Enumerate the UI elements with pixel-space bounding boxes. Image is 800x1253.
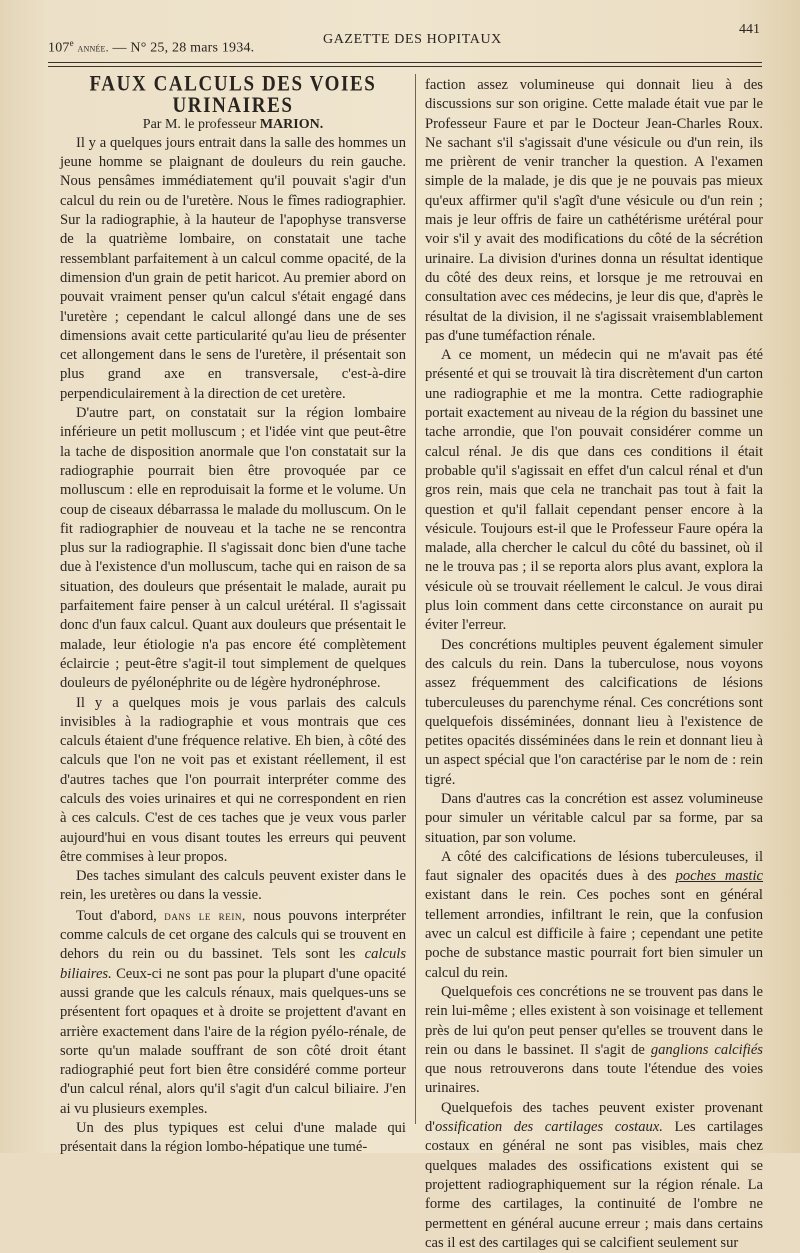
article-title: FAUX CALCULS DES VOIES URINAIRES — [89, 71, 377, 119]
text-run: Les cartilages costaux en général ne sont pas visibles, mais chez quelques malades des ossifications existent qui se projettent radiographiquement sur la région rénale. La forme des cartilages, la continuité de l'ombre ne permettent en général aucune erreur ; mais dans certains cas il est des cartilages qui se calcifient seulement sur — [425, 1119, 763, 1251]
header-rule-thick — [48, 62, 762, 63]
right-column — [425, 76, 763, 1253]
paragraph: Un des plus typiques est celui d'une malade qui présentait dans la région lombo-hépatique une tumé- — [60, 1120, 406, 1156]
left-column — [60, 71, 406, 1158]
paragraph: Des taches simulant des calculs peuvent exister dans le rein, les uretères ou dans la vessie. — [60, 868, 406, 904]
issue-word: année. — [77, 40, 109, 55]
author-name: MARION. — [259, 116, 324, 132]
column-divider — [415, 74, 416, 1124]
page-header — [48, 22, 760, 56]
text-run-italic: calculs biliaires. — [60, 946, 406, 982]
paragraph: D'autre part, on constatait sur la région lombaire inférieure un petit molluscum ; et l'idée vint que peut-être la tache de disposition anormale que l'on constatait sur la radiographie pourrait bien être provoquée par ce molluscum : elle en reproduisait la forme et le volume. Un coup de ciseaux débarrassa le malade du molluscum. On le fit radiographier de nouveau et la tache ne se rencontra plus sur la radiographie. Il s'agissait donc bien d'une tache due à l'existence d'un molluscum, tache qui en raison de sa situation, des douleurs que présentait le malade, aurait pu parfaitement faire penser à un calcul urétéral. Il s'agissait donc d'un faux calcul. Quant aux douleurs que présentait le malade, leur étiologie n'a pas encore été complètement éclaircie ; peut-être s'agit-il tout simplement de quelques douleurs de pyélonéphrite ou de légère hydronéphrose. — [60, 405, 406, 692]
text-run: Tout d'abord, — [76, 907, 165, 924]
text-run: A côté des calcifications de lésions tuberculeuses, il faut signaler des opacités dues à des — [425, 848, 763, 885]
text-run-italic: ganglions calcifiés — [650, 1041, 763, 1058]
paragraph-continued: faction assez volumineuse qui donnait lieu à des discussions sur son origine. Cette malade était vue par le Professeur Faure et par le Docteur Jean-Charles Roux. Ne sachant s'il s'agissait d'une vésicule ou d'un rein, ils me prièrent de venir trancher la question. A l'examen simple de la malade, je dis que je ne pouvais pas mieux qu'eux affirmer qu'il s'agît d'une vésicule ou d'un rein ; mais je leur offris de faire un cathétérisme urétéral pour voir s'il y avait des modifications du côté de la sécrétion urinaire. La division d'urines donna un résultat identique du côté des deux reins, et lorsque je me retrouvai en consultation avec ces médecins, je leur dis que, d'après le résultat de la division, il ne s'agissait vraisemblablement pas d'une tuméfaction rénale. — [425, 77, 763, 344]
issue-date: — N° 25, 28 mars 1934. — [108, 40, 255, 56]
paragraph: Des concrétions multiples peuvent également simuler des calculs du rein. Dans la tuberculose, nous voyons assez fréquemment des calcifications de lésions tuberculeuses du parenchyme rénal. Ces concrétions sont quelquefois disséminées, donnant lieu à l'existence de petites opacités disséminées dans le rein et donnant lieu à un aspect spécial que l'on caractérise par le nom de : rein tigré. — [425, 636, 763, 788]
journal-name: GAZETTE DES HOPITAUX — [323, 32, 502, 47]
text-run: existant dans le rein. Ces poches sont en général tellement arrondies, infiltrant le rein, que la confusion avec un calcul est difficile à faire ; cependant une petite poche de substance mastic pourrait fort bien simuler un calcul du rein. — [425, 887, 763, 981]
paragraph: Il y a quelques jours entrait dans la salle des hommes un jeune homme se plaignant de douleurs du rein gauche. Nous pensâmes immédiatement qu'il pouvait s'agir d'un calcul du rein ou de l'uretère. Nous le fîmes radiographier. Sur la radiographie, à la hauteur de l'apophyse transverse de la quatrième lombaire, on constatait une tache ressemblant parfaitement à un calcul comme opacité, de la dimension d'un grain de petit haricot. Au premier abord on pouvait vraiment penser qu'un calcul s'était engagé dans l'uretère ; cependant le calcul allongé dans une de ses dimensions avait cette particularité qu'au lieu de présenter cet allongement dans le sens de l'uretère, il présentait son plus grand axe en transversale, c'est-à-dire perpendiculairement à la direction de cet uretère. — [60, 134, 406, 402]
header-rule-thin — [48, 66, 762, 67]
issue-number: 107 — [48, 40, 70, 56]
author-prefix: Par M. le professeur — [142, 116, 260, 132]
page-number: 441 — [739, 22, 760, 37]
text-run: Quelquefois des taches peuvent exister provenant d' — [425, 1099, 763, 1136]
paragraph — [425, 983, 763, 1099]
issue-sup: e — [69, 38, 74, 48]
text-run-smallcaps: dans le rein, — [164, 907, 246, 923]
text-run: nous pouvons interpréter comme calculs de cet organe des calculs qui se trouvent en dehors du rein ou du bassinet. Tels sont les — [60, 907, 406, 963]
issue-line — [48, 38, 254, 57]
paragraph: Dans d'autres cas la concrétion est assez volumineuse pour simuler un véritable calcul par sa forme, par sa situation, par son volume. — [425, 790, 763, 846]
text-run-italic: poches mastic — [675, 868, 764, 885]
paragraph — [60, 906, 406, 1119]
text-run: Quelquefois ces concrétions ne se trouvent pas dans le rein lui-même ; elles existent à son voisinage et tellement près de lui qu'on peut penser qu'elles se trouvent dans le rein ou dans le bassinet. Il s'agit de — [425, 983, 763, 1058]
text-run-italic: ossification des cartilages costaux. — [434, 1119, 663, 1136]
text-run: que nous retrouverons dans toute l'étendue des voies urinaires. — [425, 1061, 763, 1097]
paragraph: Il y a quelques mois je vous parlais des calculs invisibles à la radiographie et vous montrais que ces calculs étaient d'une fréquence relative. Eh bien, à côté des calculs que l'on ne voit pas et existant réellement, il est d'autres taches que l'on pourrait interpréter comme des calculs des voies urinaires et qui ne correspondent en rien à ces calculs. C'est de ces taches que je veux vous parler aujourd'hui en vous disant toutes les erreurs qui peuvent être commises à leur propos. — [60, 694, 406, 865]
paragraph — [425, 848, 763, 983]
paragraph: A ce moment, un médecin qui ne m'avait pas été présenté et qui se trouvait là tira discrètement d'un carton une radiographie et me la montra. Cette radiographie portait exactement au niveau de la région du bassinet une tache arrondie, que l'on pouvait considérer comme un calcul rénal. Je dis que dans ces conditions il était probable qu'il s'agissait en effet d'un calcul rénal et d'un gros rein, mais que cela ne tranchait pas tout à fait la question et qu'il fallait cependant penser encore à la vésicule. Toujours est-il que le Professeur Faure opéra la malade, alla chercher le calcul du côté du bassinet, où il ne le trouva pas ; il se reporta alors plus avant, explora la vésicule où se trouvait réellement le calcul. Je vous dirai plus loin comment dans cette circonstance on aurait pu éviter l'erreur. — [425, 347, 763, 634]
text-run: Ceux-ci ne sont pas pour la plupart d'une opacité aussi grande que les calculs rénaux, mais quelques-uns se présentent fort opaques et à droite se projettent d'avant en arrière exactement dans l'aire de la région pyélo-rénale, de sorte qu'un malade souffrant de son côté droit étant radiographié peut fort bien être considéré comme porteur d'un calcul rénal, alors qu'il s'agit d'un calcul biliaire. J'en ai vu plusieurs exemples. — [60, 965, 406, 1117]
paragraph — [425, 1099, 763, 1253]
